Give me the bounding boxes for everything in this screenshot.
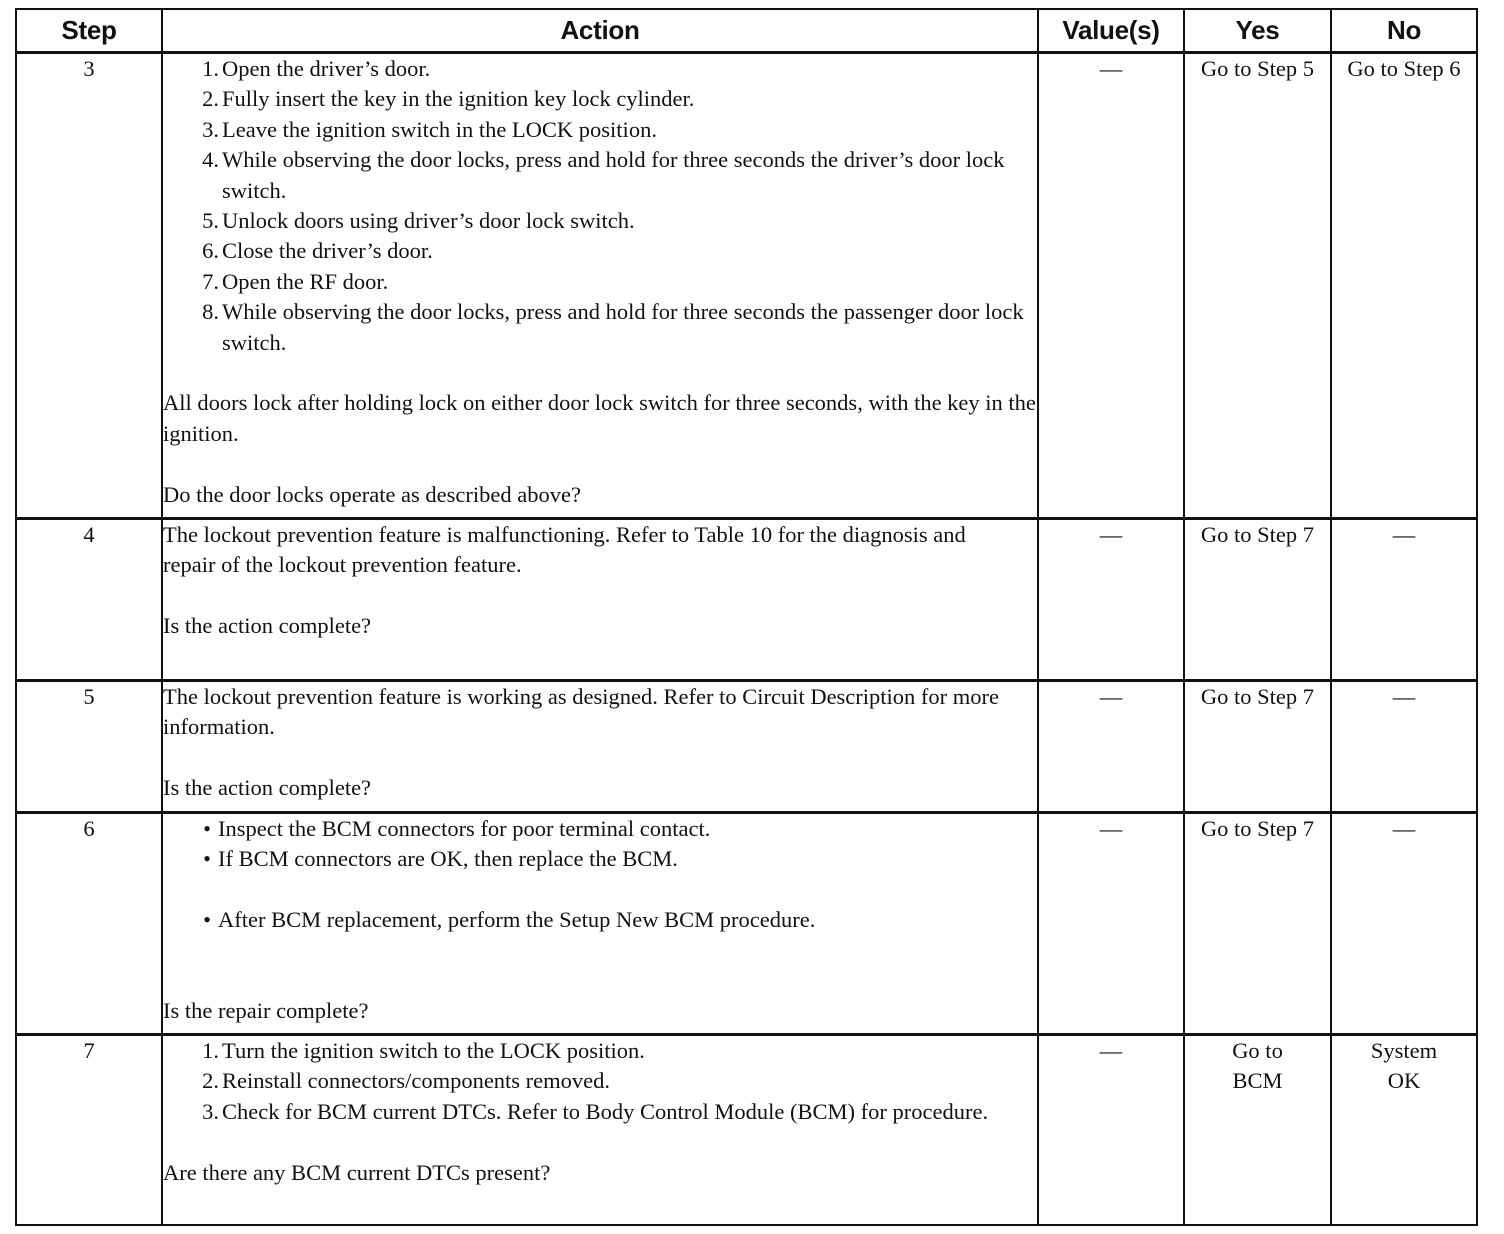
step-number: 7: [16, 1035, 162, 1225]
list-item: 3. Check for BCM current DTCs. Refer to Body Control Module (BCM) for procedure.: [202, 1098, 989, 1124]
list-item: 2. Reinstall connectors/components removed.: [202, 1068, 611, 1094]
value-cell: —: [1038, 53, 1184, 519]
numbered-steps: [163, 54, 1037, 358]
action-cell: [162, 1035, 1038, 1225]
header-yes: Yes: [1184, 9, 1331, 53]
list-item: 8. While observing the door locks, press and hold for three seconds the passenger door lock switch.: [202, 299, 1024, 355]
list-item: • If BCM connectors are OK, then replace the BCM.: [203, 846, 678, 872]
header-row: [16, 9, 1477, 53]
yes-cell: Go to Step 5: [1184, 53, 1331, 519]
step-number: 6: [16, 813, 162, 1035]
list-item: 7. Open the RF door.: [202, 268, 389, 294]
step-number: 5: [16, 681, 162, 813]
yes-cell: Go to Step 7: [1184, 519, 1331, 681]
list-item: 2. Fully insert the key in the ignition key lock cylinder.: [202, 86, 695, 112]
no-cell: System OK: [1331, 1035, 1477, 1225]
list-item: 3. Leave the ignition switch in the LOCK position.: [202, 116, 657, 142]
value-cell: —: [1038, 681, 1184, 813]
action-cell: [162, 53, 1038, 519]
table-row: [16, 53, 1477, 519]
table-row: [16, 813, 1477, 1035]
yes-cell: Go to Step 7: [1184, 681, 1331, 813]
action-text: The lockout prevention feature is working as designed. Refer to Circuit Description for more information.: [163, 684, 1000, 740]
list-item: • Inspect the BCM connectors for poor terminal contact.: [203, 816, 711, 841]
value-cell: —: [1038, 519, 1184, 681]
list-item: • After BCM replacement, perform the Setup New BCM procedure.: [203, 907, 816, 933]
list-item: 6. Close the driver’s door.: [202, 238, 433, 264]
action-question: Do the door locks operate as described above?: [163, 481, 581, 507]
value-cell: —: [1038, 1035, 1184, 1225]
no-cell: —: [1331, 681, 1477, 813]
value-cell: —: [1038, 813, 1184, 1035]
list-item: 1. Turn the ignition switch to the LOCK position.: [202, 1038, 645, 1063]
action-cell: [162, 813, 1038, 1035]
table-row: [16, 519, 1477, 681]
list-item: 1. Open the driver’s door.: [202, 56, 431, 81]
header-action: Action: [162, 9, 1038, 53]
no-cell: —: [1331, 813, 1477, 1035]
list-item: 5. Unlock doors using driver’s door lock switch.: [202, 208, 635, 234]
yes-cell: Go to Step 7: [1184, 813, 1331, 1035]
header-step: Step: [16, 9, 162, 53]
action-cell: [162, 681, 1038, 813]
list-item: 4. While observing the door locks, press and hold for three seconds the driver’s door lock switch.: [202, 147, 1005, 203]
numbered-steps: [163, 1036, 1037, 1127]
diagnostic-table: [15, 8, 1478, 1226]
step-number: 3: [16, 53, 162, 519]
header-no: No: [1331, 9, 1477, 53]
table-row: [16, 681, 1477, 813]
action-question: Is the action complete?: [163, 775, 372, 801]
no-cell: —: [1331, 519, 1477, 681]
action-question: Is the repair complete?: [163, 998, 369, 1024]
table-row: [16, 1035, 1477, 1225]
action-cell: [162, 519, 1038, 681]
action-question: Is the action complete?: [163, 613, 372, 639]
no-cell: Go to Step 6: [1331, 53, 1477, 519]
step-number: 4: [16, 519, 162, 681]
action-question: Are there any BCM current DTCs present?: [163, 1159, 551, 1185]
action-text: The lockout prevention feature is malfunctioning. Refer to Table 10 for the diagnosis and repair of the lockout prevention feature.: [163, 522, 966, 578]
yes-cell: Go to BCM: [1184, 1035, 1331, 1225]
action-note: All doors lock after holding lock on either door lock switch for three seconds, with the key in the ignition.: [163, 390, 1036, 446]
bullet-list: [163, 814, 1037, 936]
header-values: Value(s): [1038, 9, 1184, 53]
